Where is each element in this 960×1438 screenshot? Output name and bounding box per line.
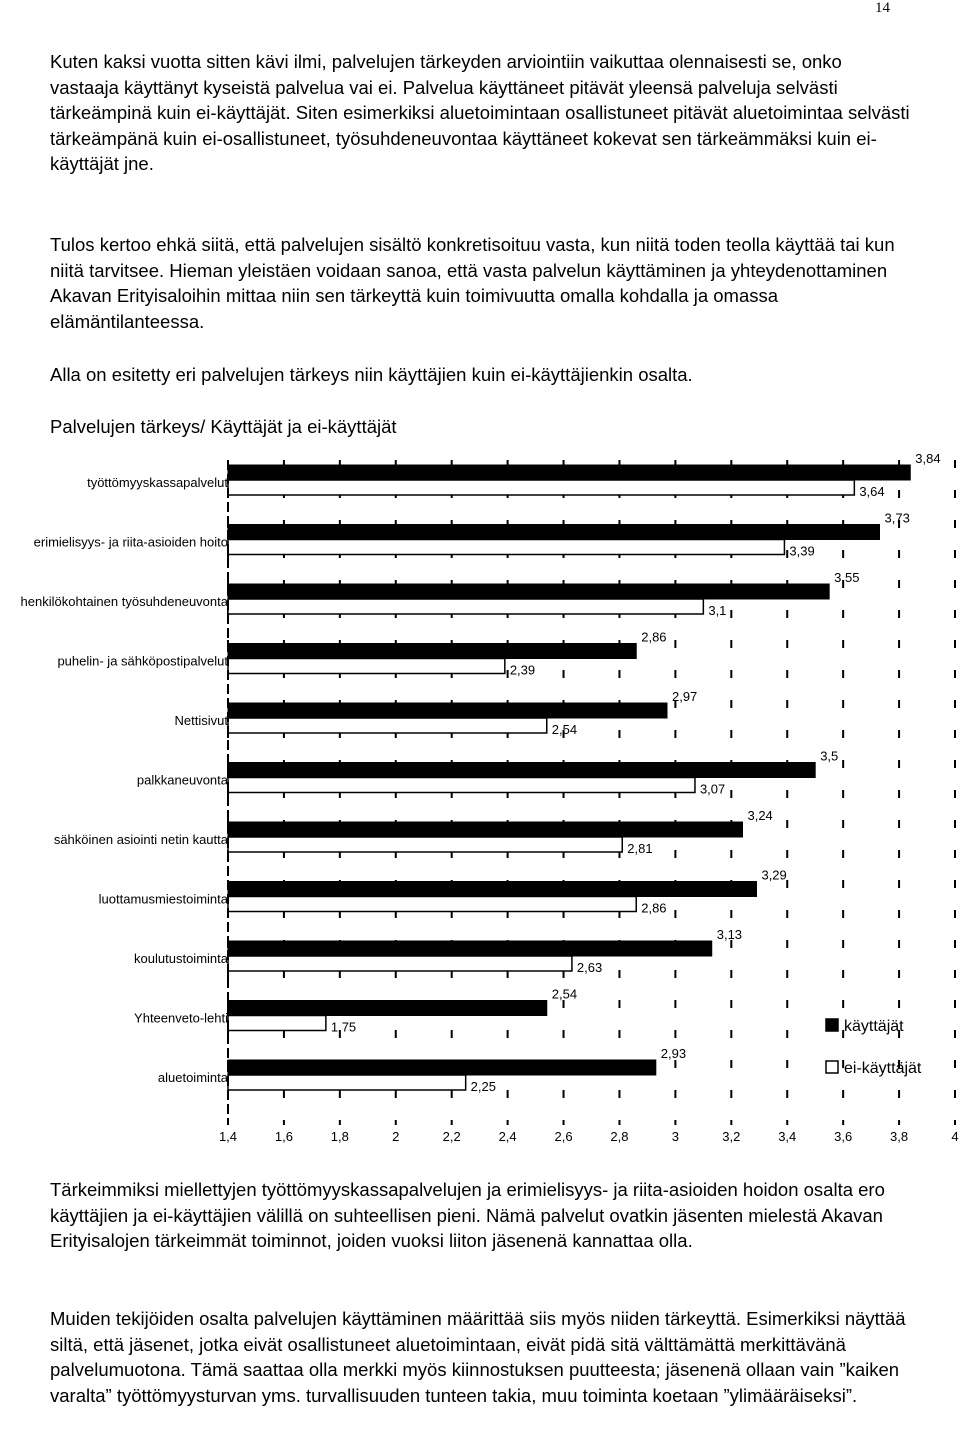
- x-tick-label: 1,8: [330, 1129, 349, 1144]
- data-label-non-users: 2,86: [641, 900, 667, 916]
- bar-non-users: [228, 778, 695, 793]
- bar-non-users: [228, 897, 636, 912]
- data-label-non-users: 2,25: [470, 1079, 496, 1094]
- x-tick-label: 3,4: [778, 1129, 797, 1144]
- bar-users: [228, 703, 667, 718]
- data-label-non-users: 2,81: [627, 841, 653, 856]
- page-number: 14: [875, 0, 890, 16]
- legend-label-users: käyttäjät: [844, 1018, 904, 1035]
- data-label-users: 3,29: [761, 867, 787, 883]
- data-label-users: 3,24: [747, 808, 773, 823]
- x-tick-label: 4: [951, 1129, 959, 1144]
- bar-users: [228, 1060, 656, 1075]
- data-label-users: 3,55: [834, 570, 860, 585]
- category-label: aluetoiminta: [157, 1070, 228, 1085]
- legend-label-non-users: ei-käyttäjät: [844, 1060, 922, 1077]
- data-label-non-users: 3,1: [708, 603, 727, 618]
- x-tick-label: 3,8: [890, 1129, 909, 1144]
- bar-non-users: [228, 540, 784, 555]
- x-tick-label: 3,6: [834, 1129, 853, 1144]
- data-label-non-users: 3,07: [699, 781, 726, 797]
- data-label-users: 3,73: [884, 510, 910, 526]
- category-label: henkilökohtainen työsuhdeneuvonta: [20, 594, 228, 609]
- x-tick-label: 2,8: [610, 1129, 629, 1144]
- x-tick-label: 3,2: [722, 1129, 741, 1144]
- bar-users: [228, 822, 742, 837]
- category-label: Yhteenveto-lehti: [134, 1010, 228, 1026]
- x-tick-label: 3: [671, 1129, 680, 1144]
- paragraph-chart-intro: Alla on esitetty eri palvelujen tärkeys niin käyttäjien kuin ei-käyttäjienkin osalta.: [50, 364, 693, 385]
- legend-swatch-users: [826, 1019, 838, 1031]
- bar-users: [228, 882, 756, 897]
- data-label-users: 3,5: [820, 748, 839, 764]
- bar-non-users: [228, 956, 572, 971]
- data-label-non-users: 3,39: [789, 543, 815, 559]
- bar-non-users: [228, 837, 622, 852]
- bar-non-users: [228, 480, 854, 495]
- x-tick-label: 2,4: [498, 1129, 517, 1144]
- paragraph-result: Tulos kertoo ehkä siitä, että palvelujen sisältö konkretisoituu vasta, kun niitä toden teolla käyttää tai kun niitä tarvitsee. Hieman yleistäen voidaan sanoa, että vasta palvelun käyttäminen ja yhteydenottaminen Akavan Erityisaloihin mittaa niin sen tärkeyttä kuin toimivuutta omalla kohdalla ja omassa elämäntilanteessa.: [50, 234, 895, 332]
- bar-users: [228, 941, 712, 956]
- data-label-non-users: 1,75: [330, 1019, 357, 1035]
- chart-title: Palvelujen tärkeys/ Käyttäjät ja ei-käyttäjät: [50, 416, 397, 437]
- category-label: sähköinen asiointi netin kautta: [53, 832, 228, 847]
- data-label-users: 2,93: [660, 1046, 687, 1061]
- category-label: erimielisyys- ja riita-asioiden hoito: [33, 534, 228, 550]
- category-label: luottamusmiestoiminta: [98, 891, 228, 907]
- category-label: työttömyyskassapalvelut: [87, 475, 228, 490]
- data-label-users: 2,97: [671, 689, 698, 704]
- data-label-users: 3,13: [716, 927, 743, 942]
- bar-non-users: [228, 599, 703, 614]
- chart-canvas: [0, 450, 960, 1150]
- category-label: koulutustoiminta: [134, 951, 228, 966]
- data-label-users: 3,84: [915, 451, 941, 466]
- bar-non-users: [228, 659, 505, 674]
- data-label-users: 2,54: [551, 986, 578, 1002]
- legend-swatch-non-users: [826, 1061, 838, 1073]
- bar-users: [228, 644, 636, 659]
- paragraph-other-factors: Muiden tekijöiden osalta palvelujen käyttäminen määrittää siis myös niiden tärkeyttä. Esimerkiksi näyttää siltä, että jäsenet, jotka eivät osallistuneet aluetoimintaan, eivät pidä sitä välttämättä merkittävänä palvelumuotona. Tämä saattaa olla merkki myös kiinnostuksen puutteesta; jäsenenä ollaan vain ”kaiken varalta” työttömyysturvan yms. turvallisuuden tunteen takia, muu toiminta koetaan ”ylimääräiseksi”.: [50, 1308, 906, 1406]
- x-tick-label: 2,2: [442, 1129, 461, 1144]
- category-label: palkkaneuvonta: [136, 772, 228, 788]
- data-label-users: 2,86: [641, 629, 667, 645]
- data-label-non-users: 2,39: [509, 662, 536, 678]
- importance-chart: [0, 450, 960, 1150]
- x-tick-label: 1,4: [218, 1129, 238, 1144]
- bar-non-users: [228, 1075, 466, 1090]
- x-tick-label: 2,6: [554, 1129, 573, 1144]
- x-tick-label: 1,6: [274, 1129, 293, 1144]
- x-tick-label: 2: [392, 1129, 400, 1144]
- bar-users: [228, 1001, 547, 1016]
- data-label-non-users: 3,64: [859, 484, 885, 499]
- bar-users: [228, 465, 910, 480]
- category-label: puhelin- ja sähköpostipalvelut: [57, 653, 228, 669]
- bar-non-users: [228, 718, 547, 733]
- bar-users: [228, 763, 815, 778]
- category-label: Nettisivut: [174, 713, 228, 728]
- bar-users: [228, 525, 880, 540]
- bar-users: [228, 584, 829, 599]
- data-label-non-users: 2,54: [551, 722, 578, 737]
- data-label-non-users: 2,63: [576, 960, 603, 975]
- paragraph-intro: Kuten kaksi vuotta sitten kävi ilmi, palvelujen tärkeyden arviointiin vaikuttaa olennaisesti se, onko vastaaja käyttänyt kyseistä palvelua vai ei. Palvelua käyttäneet pitävät yleensä palveluja selvästi tärkeämpinä kuin ei-käyttäjät. Siten esimerkiksi aluetoimintaan osallistuneet pitävät aluetoimintaa selvästi tärkeämpänä kuin ei-osallistuneet, työsuhdeneuvontaa käyttäneet kokevat sen tärkeämmäksi kuin ei-käyttäjät jne.: [50, 51, 910, 174]
- paragraph-conclusion: Tärkeimmiksi miellettyjen työttömyyskassapalvelujen ja erimielisyys- ja riita-asioiden hoidon osalta ero käyttäjien ja ei-käyttäjien välillä on suhteellisen pieni. Nämä palvelut ovatkin jäsenten mielestä Akavan Erityisalojen tärkeimmät toiminnot, joiden vuoksi liiton jäsenenä kannattaa olla.: [50, 1179, 885, 1251]
- bar-non-users: [228, 1016, 326, 1031]
